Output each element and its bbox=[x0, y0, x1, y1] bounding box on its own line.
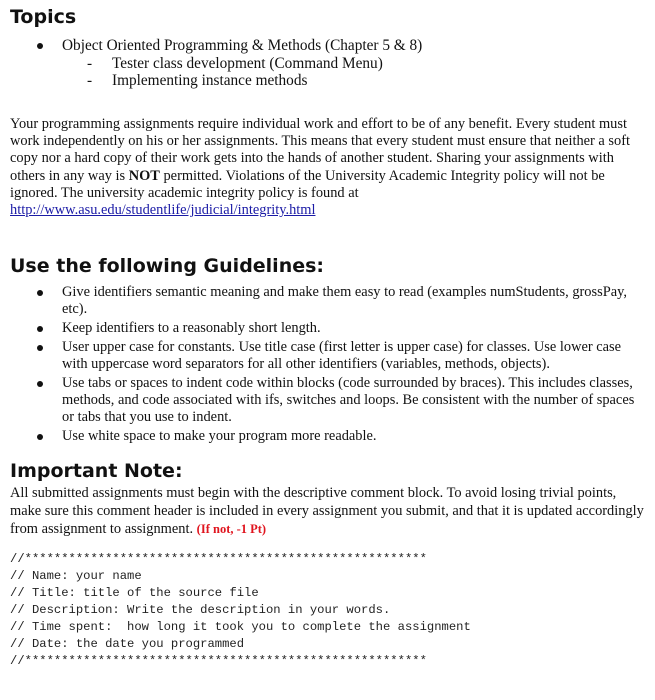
code-line: //******************************************************* bbox=[10, 654, 427, 668]
topic-sublist bbox=[62, 55, 637, 90]
not-emphasis: NOT bbox=[128, 167, 160, 184]
important-note-paragraph bbox=[10, 485, 650, 538]
list-item bbox=[37, 37, 637, 90]
code-line: // Name: your name bbox=[10, 569, 142, 583]
integrity-text-continued: permitted. Violations of the University Academic Integrity policy will not be ignored. The university academic integrity policy is found at bbox=[10, 167, 605, 201]
list-item: Keep identifiers to a reasonably short length. bbox=[37, 320, 649, 337]
list-item: Give identifiers semantic meaning and make them easy to read (examples numStudents, grossPay, etc). bbox=[37, 284, 649, 318]
comment-block-template bbox=[10, 551, 650, 670]
note-text: All submitted assignments must begin with the descriptive comment block. To avoid losing trivial points, make sure this comment header is included in every assignment you submit, and that it is updated accordingly from assignment to assignment. bbox=[10, 485, 644, 537]
guidelines-list bbox=[37, 284, 649, 446]
code-line: // Title: title of the source file bbox=[10, 586, 259, 600]
integrity-text: Your programming assignments require individual work and effort to be of any benefit. Every student must work independently on his or her assignments. This means that every student must ensure that neither a soft copy nor a hard copy of their work gets into the hands of another student. Sharing your assignments with others in any way is bbox=[10, 116, 630, 184]
code-line: // Time spent: how long it took you to complete the assignment bbox=[10, 620, 471, 634]
integrity-paragraph bbox=[10, 116, 646, 219]
code-line: // Description: Write the description in your words. bbox=[10, 603, 391, 617]
list-item: User upper case for constants. Use title case (first letter is upper case) for classes. Use lower case with uppercase word separators for all other identifiers (variables, methods, objects). bbox=[37, 339, 649, 373]
list-item: - Implementing instance methods bbox=[87, 72, 637, 90]
penalty-label: (If not, -1 Pt) bbox=[196, 521, 267, 536]
guidelines-heading: Use the following Guidelines: bbox=[10, 255, 325, 277]
code-line: // Date: the date you programmed bbox=[10, 637, 245, 651]
list-item: Use tabs or spaces to indent code within blocks (code surrounded by braces). This includes classes, methods, and code associated with ifs, switches and loops. Be consistent with the number of spaces or tabs that you use to indent. bbox=[37, 375, 649, 427]
important-note-heading: Important Note: bbox=[10, 460, 183, 482]
code-line: //******************************************************* bbox=[10, 552, 427, 566]
list-item: Use white space to make your program more readable. bbox=[37, 428, 649, 445]
topics-heading: Topics bbox=[10, 6, 77, 28]
integrity-policy-link[interactable]: http://www.asu.edu/studentlife/judicial/integrity.html bbox=[10, 202, 316, 219]
topic-bullet-text: Object Oriented Programming & Methods (Chapter 5 & 8) bbox=[62, 37, 423, 54]
list-item: - Tester class development (Command Menu) bbox=[87, 55, 637, 73]
topics-list bbox=[37, 37, 637, 90]
